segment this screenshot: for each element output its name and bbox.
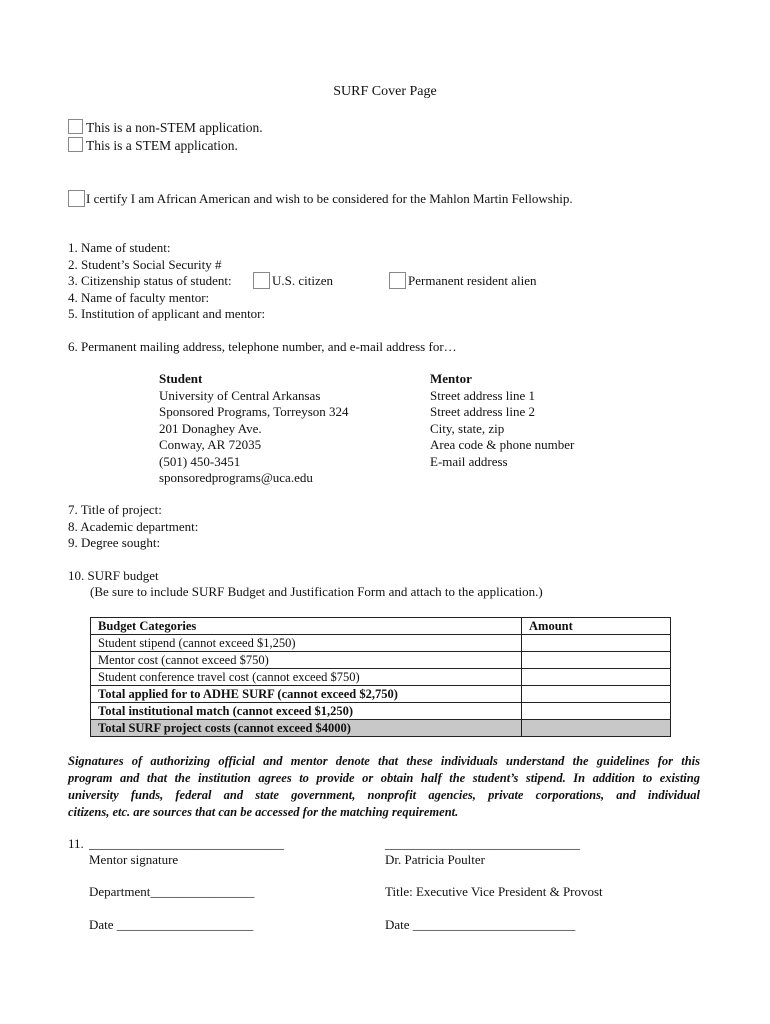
budget-note: (Be sure to include SURF Budget and Justification Form and attach to the application.) bbox=[90, 584, 543, 599]
budget-categories-header: Budget Categories bbox=[91, 618, 522, 635]
field-institution: 5. Institution of applicant and mentor: bbox=[68, 306, 266, 321]
field-academic-department: 8. Academic department: bbox=[68, 519, 199, 534]
mentor-address-line: Street address line 1 bbox=[430, 387, 536, 403]
budget-category: Mentor cost (cannot exceed $750) bbox=[91, 652, 522, 669]
statement-line: university funds, federal and state government, nonprofit agencies, private corporations, and individual bbox=[68, 788, 700, 802]
amount-header: Amount bbox=[522, 618, 671, 635]
amount-cell[interactable] bbox=[522, 686, 671, 703]
field-degree-sought: 9. Degree sought: bbox=[68, 535, 161, 550]
signature-statement bbox=[68, 753, 700, 821]
mentor-signature-label: Mentor signature bbox=[89, 852, 179, 867]
student-email: sponsoredprograms@uca.edu bbox=[159, 470, 313, 485]
mentor-heading: Mentor bbox=[430, 371, 472, 386]
us-citizen-checkbox[interactable] bbox=[253, 272, 270, 289]
statement-line: Signatures of authorizing official and mentor denote that these individuals understand the guidelines for this bbox=[68, 754, 700, 768]
budget-table bbox=[90, 617, 671, 737]
stem-checkbox[interactable] bbox=[68, 137, 83, 152]
budget-header-row bbox=[91, 618, 671, 635]
section-number-11: 11. bbox=[68, 836, 84, 851]
field-mailing-address: 6. Permanent mailing address, telephone number, and e-mail address for… bbox=[68, 339, 457, 354]
mentor-address-line: Street address line 2 bbox=[430, 404, 536, 419]
student-address-block bbox=[159, 371, 349, 487]
field-student-name: 1. Name of student: bbox=[68, 240, 171, 255]
official-name: Dr. Patricia Poulter bbox=[385, 852, 486, 867]
certify-label: I certify I am African American and wish to be considered for the Mahlon Martin Fellowship. bbox=[86, 191, 573, 206]
statement-line: citizens, etc. are sources that can be accessed for the matching requirement. bbox=[68, 805, 459, 819]
statement-line: program and that the institution agrees to provide or obtain half the student’s stipend. In addition to existing bbox=[68, 771, 700, 785]
field-surf-budget: 10. SURF budget bbox=[68, 568, 159, 583]
mentor-signature-line[interactable]: ______________________________ bbox=[89, 836, 284, 851]
budget-category: Student conference travel cost (cannot exceed $750) bbox=[91, 669, 522, 686]
student-address-line: 201 Donaghey Ave. bbox=[159, 420, 262, 436]
page-title: SURF Cover Page bbox=[333, 84, 437, 99]
stem-label: This is a STEM application. bbox=[86, 138, 238, 153]
budget-row bbox=[91, 652, 671, 669]
amount-cell[interactable] bbox=[522, 635, 671, 652]
amount-cell[interactable] bbox=[522, 669, 671, 686]
budget-row bbox=[91, 635, 671, 652]
budget-row bbox=[91, 703, 671, 720]
amount-cell[interactable] bbox=[522, 703, 671, 720]
budget-category: Total applied for to ADHE SURF (cannot exceed $2,750) bbox=[91, 686, 522, 703]
department-field[interactable]: Department________________ bbox=[89, 884, 255, 899]
student-heading: Student bbox=[159, 371, 203, 386]
budget-row bbox=[91, 669, 671, 686]
field-citizenship: 3. Citizenship status of student: bbox=[68, 273, 232, 288]
non-stem-label: This is a non-STEM application. bbox=[86, 120, 263, 135]
budget-row bbox=[91, 686, 671, 703]
student-address-line: University of Central Arkansas bbox=[159, 387, 321, 403]
non-stem-checkbox[interactable] bbox=[68, 119, 83, 134]
budget-category: Student stipend (cannot exceed $1,250) bbox=[91, 635, 522, 652]
official-signature-line[interactable]: ______________________________ bbox=[385, 836, 580, 851]
official-date-field[interactable]: Date _________________________ bbox=[385, 917, 576, 932]
official-title: Title: Executive Vice President & Provost bbox=[385, 884, 603, 899]
mentor-phone: Area code & phone number bbox=[430, 437, 575, 452]
field-project-title: 7. Title of project: bbox=[68, 502, 162, 517]
budget-category: Total institutional match (cannot exceed $1,250) bbox=[91, 703, 522, 720]
mentor-address-line: City, state, zip bbox=[430, 420, 505, 436]
mentor-date-field[interactable]: Date _____________________ bbox=[89, 917, 254, 932]
certify-checkbox[interactable] bbox=[68, 190, 85, 207]
field-faculty-mentor: 4. Name of faculty mentor: bbox=[68, 290, 210, 305]
permanent-resident-label: Permanent resident alien bbox=[408, 273, 537, 288]
student-address-line: Conway, AR 72035 bbox=[159, 437, 262, 452]
amount-cell[interactable] bbox=[522, 652, 671, 669]
student-address-line: Sponsored Programs, Torreyson 324 bbox=[159, 404, 349, 419]
amount-cell[interactable] bbox=[522, 720, 671, 737]
student-phone: (501) 450-3451 bbox=[159, 453, 241, 469]
field-ssn: 2. Student’s Social Security # bbox=[68, 257, 222, 272]
budget-category: Total SURF project costs (cannot exceed $4000) bbox=[91, 720, 522, 737]
budget-total-row bbox=[91, 720, 671, 737]
mentor-address-block bbox=[430, 371, 574, 470]
mentor-email: E-mail address bbox=[430, 453, 508, 469]
permanent-resident-checkbox[interactable] bbox=[389, 272, 406, 289]
us-citizen-label: U.S. citizen bbox=[272, 273, 334, 288]
